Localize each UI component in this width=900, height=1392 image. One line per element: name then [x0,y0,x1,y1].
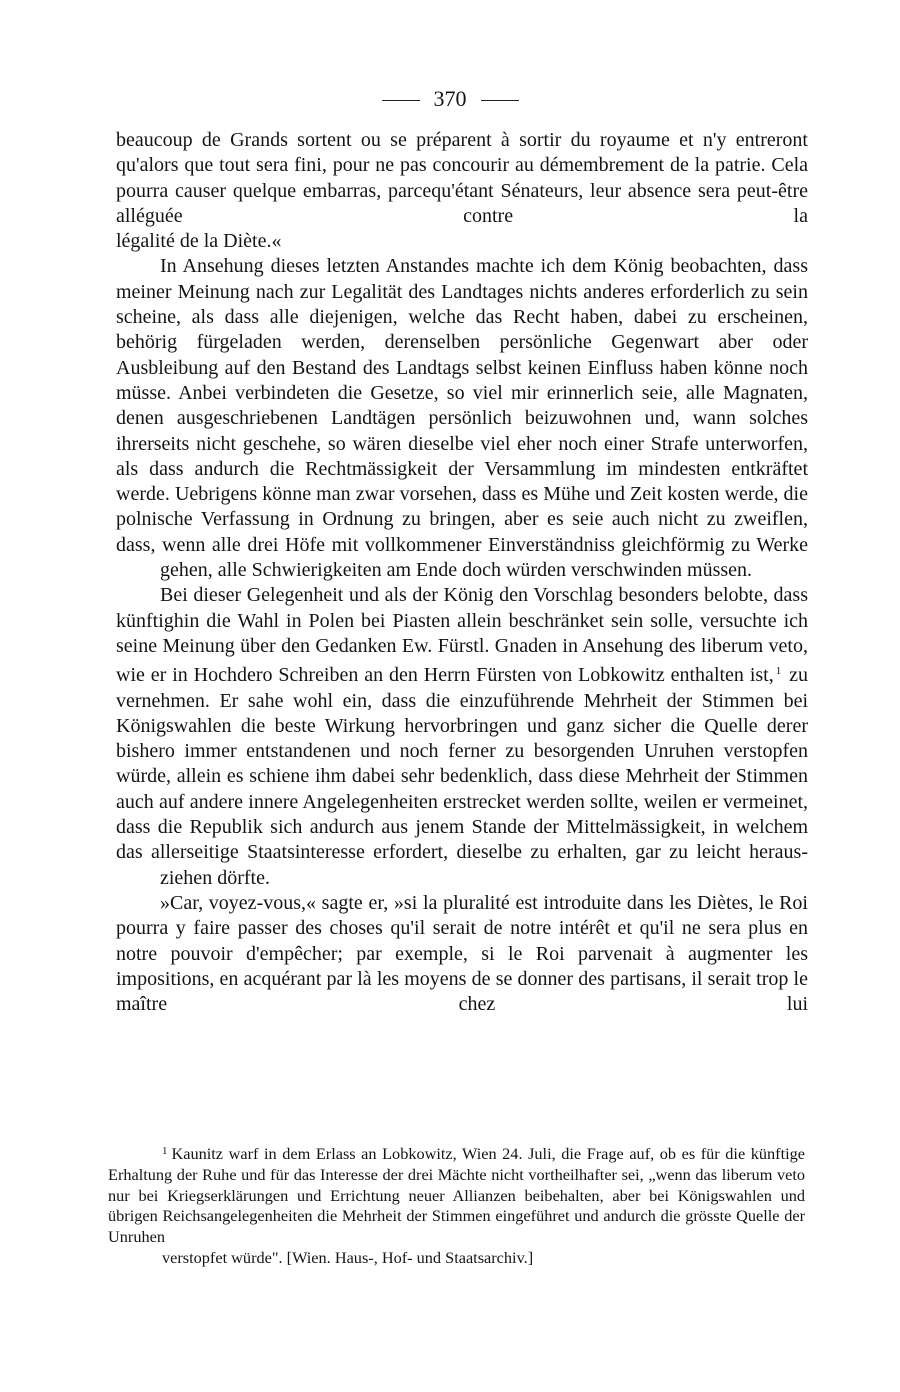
header-rule-right [481,100,519,101]
paragraph-1-last-line: légalité de la Diète.« [116,230,282,253]
footnote [108,1141,805,1269]
paragraph-3-text-after-note: zu vernehmen. Er sahe wohl ein, dass die einzuführende Mehrheit der Stimmen bei Königswahlen die beste Wirkung hervorbringen und ganz sicher die Quelle derer bishero immer entstandenen und noch ferner zu besorgenden Unruhen verstopfen würde, allein es schiene ihm dabei sehr bedenklich, dass diese Mehrheit der Stimmen auch auf andere innere Angelegenheiten erstrecket werden sollte, weilen er vermeinet, dass die Republik sich andurch aus jenem Stande der Mittelmässigkeit, in welchem das allerseitige Staatsinteresse erfordert, dieselbe zu erhalten, gar zu leicht heraus- [116,664,808,864]
paragraph-1 [116,128,808,254]
paragraph-2-last-line: gehen, alle Schwierigkeiten am Ende doch würden verschwinden müssen. [160,559,753,582]
page-header [0,84,900,114]
paragraph-2-text: In Ansehung dieses letzten Anstandes machte ich dem König beobachten, dass meiner Meinung nach zur Legalität des Landtages nichts anderes erforderlich zu sein scheine, als dass alle diejenigen, welche das Recht haben, dabei zu erscheinen, behörig fürgeladen werden, derenselben persönliche Gegenwart aber oder Ausbleibung auf den Bestand des Landtags selbst keinen Einfluss haben könne noch müsse. Anbei verbindeten die Gesetze, so viel mir erinnerlich seie, alle Magnaten, denen ausgeschriebenen Landtägen persönlich beizuwohnen und, wann solches ihrerseits nicht geschehe, so wären dieselbe viel eher noch einer Strafe unterworfen, als dass andurch die Rechtmässigkeit der Versammlung im mindesten entkräftet werde. Uebrigens könne man zwar vorsehen, dass es Mühe und Zeit kosten werde, die polnische Verfassung in Ordnung zu bringen, aber es seie auch nicht zu zweiflen, dass, wenn alle drei Höfe mit vollkommener Einverständniss gleichförmig zu Werke [116,255,808,556]
footnote-last-line: verstopfet würde". [Wien. Haus-, Hof- und Staatsarchiv.] [162,1247,534,1267]
paragraph-4-text: »Car, voyez-vous,« sagte er, »si la pluralité est introduite dans les Diètes, le Roi pourra y faire passer des choses qu'il serait de notre intérêt et qu'il ne sera plus en notre pouvoir d'empêcher; par exemple, si le Roi parvenait à augmenter les impositions, en acquérant par là les moyens de se donner des partisans, il serait trop le maître chez lui [116,891,808,1016]
page-number: 370 [433,86,467,111]
paragraph-3 [116,583,808,891]
paragraph-4 [116,891,808,1017]
footnote-block [108,1141,805,1269]
paragraph-1-text: beaucoup de Grands sortent ou se préparent à sortir du royaume et n'y entreront qu'alors que tout sera fini, pour ne pas concourir au démembrement de la patrie. Cela pourra causer quelque embarras, parcequ'étant Sénateurs, leur absence sera peut-être alléguée contre la [116,129,808,227]
header-rule-left [382,100,420,101]
footnote-text: Kaunitz warf in dem Erlass an Lobkowitz, Wien 24. Juli, die Frage auf, ob es für die künftige Erhaltung der Ruhe und für das Interesse der drei Mächte nicht vortheilhafter sei, „wenn das liberum veto nur bei Kriegserklärungen und Errichtung neuer Allianzen beibehalten, aber bei Königswahlen und übrigen Reichsangelegenheiten die Mehrheit der Stimmen eingeführet und andurch die grösste Quelle der Unruhen [108,1144,805,1247]
paragraph-3-last-line: ziehen dörfte. [160,866,270,889]
footnote-marker: 1 [162,1145,168,1157]
paragraph-3-text-before-note: Bei dieser Gelegenheit und als der König den Vorschlag besonders belobte, dass künftighin die Wahl in Polen bei Piasten allein beschränket sein solle, versuchte ich seine Meinung über den Gedanken Ew. Fürstl. Gnaden in Ansehung des liberum veto, wie er in Hochdero Schreiben an den Herrn Fürsten von Lobkowitz enthalten ist, [116,584,808,687]
body-text [116,128,808,1017]
footnote-reference[interactable]: 1 [775,665,782,678]
paragraph-2 [116,254,808,583]
